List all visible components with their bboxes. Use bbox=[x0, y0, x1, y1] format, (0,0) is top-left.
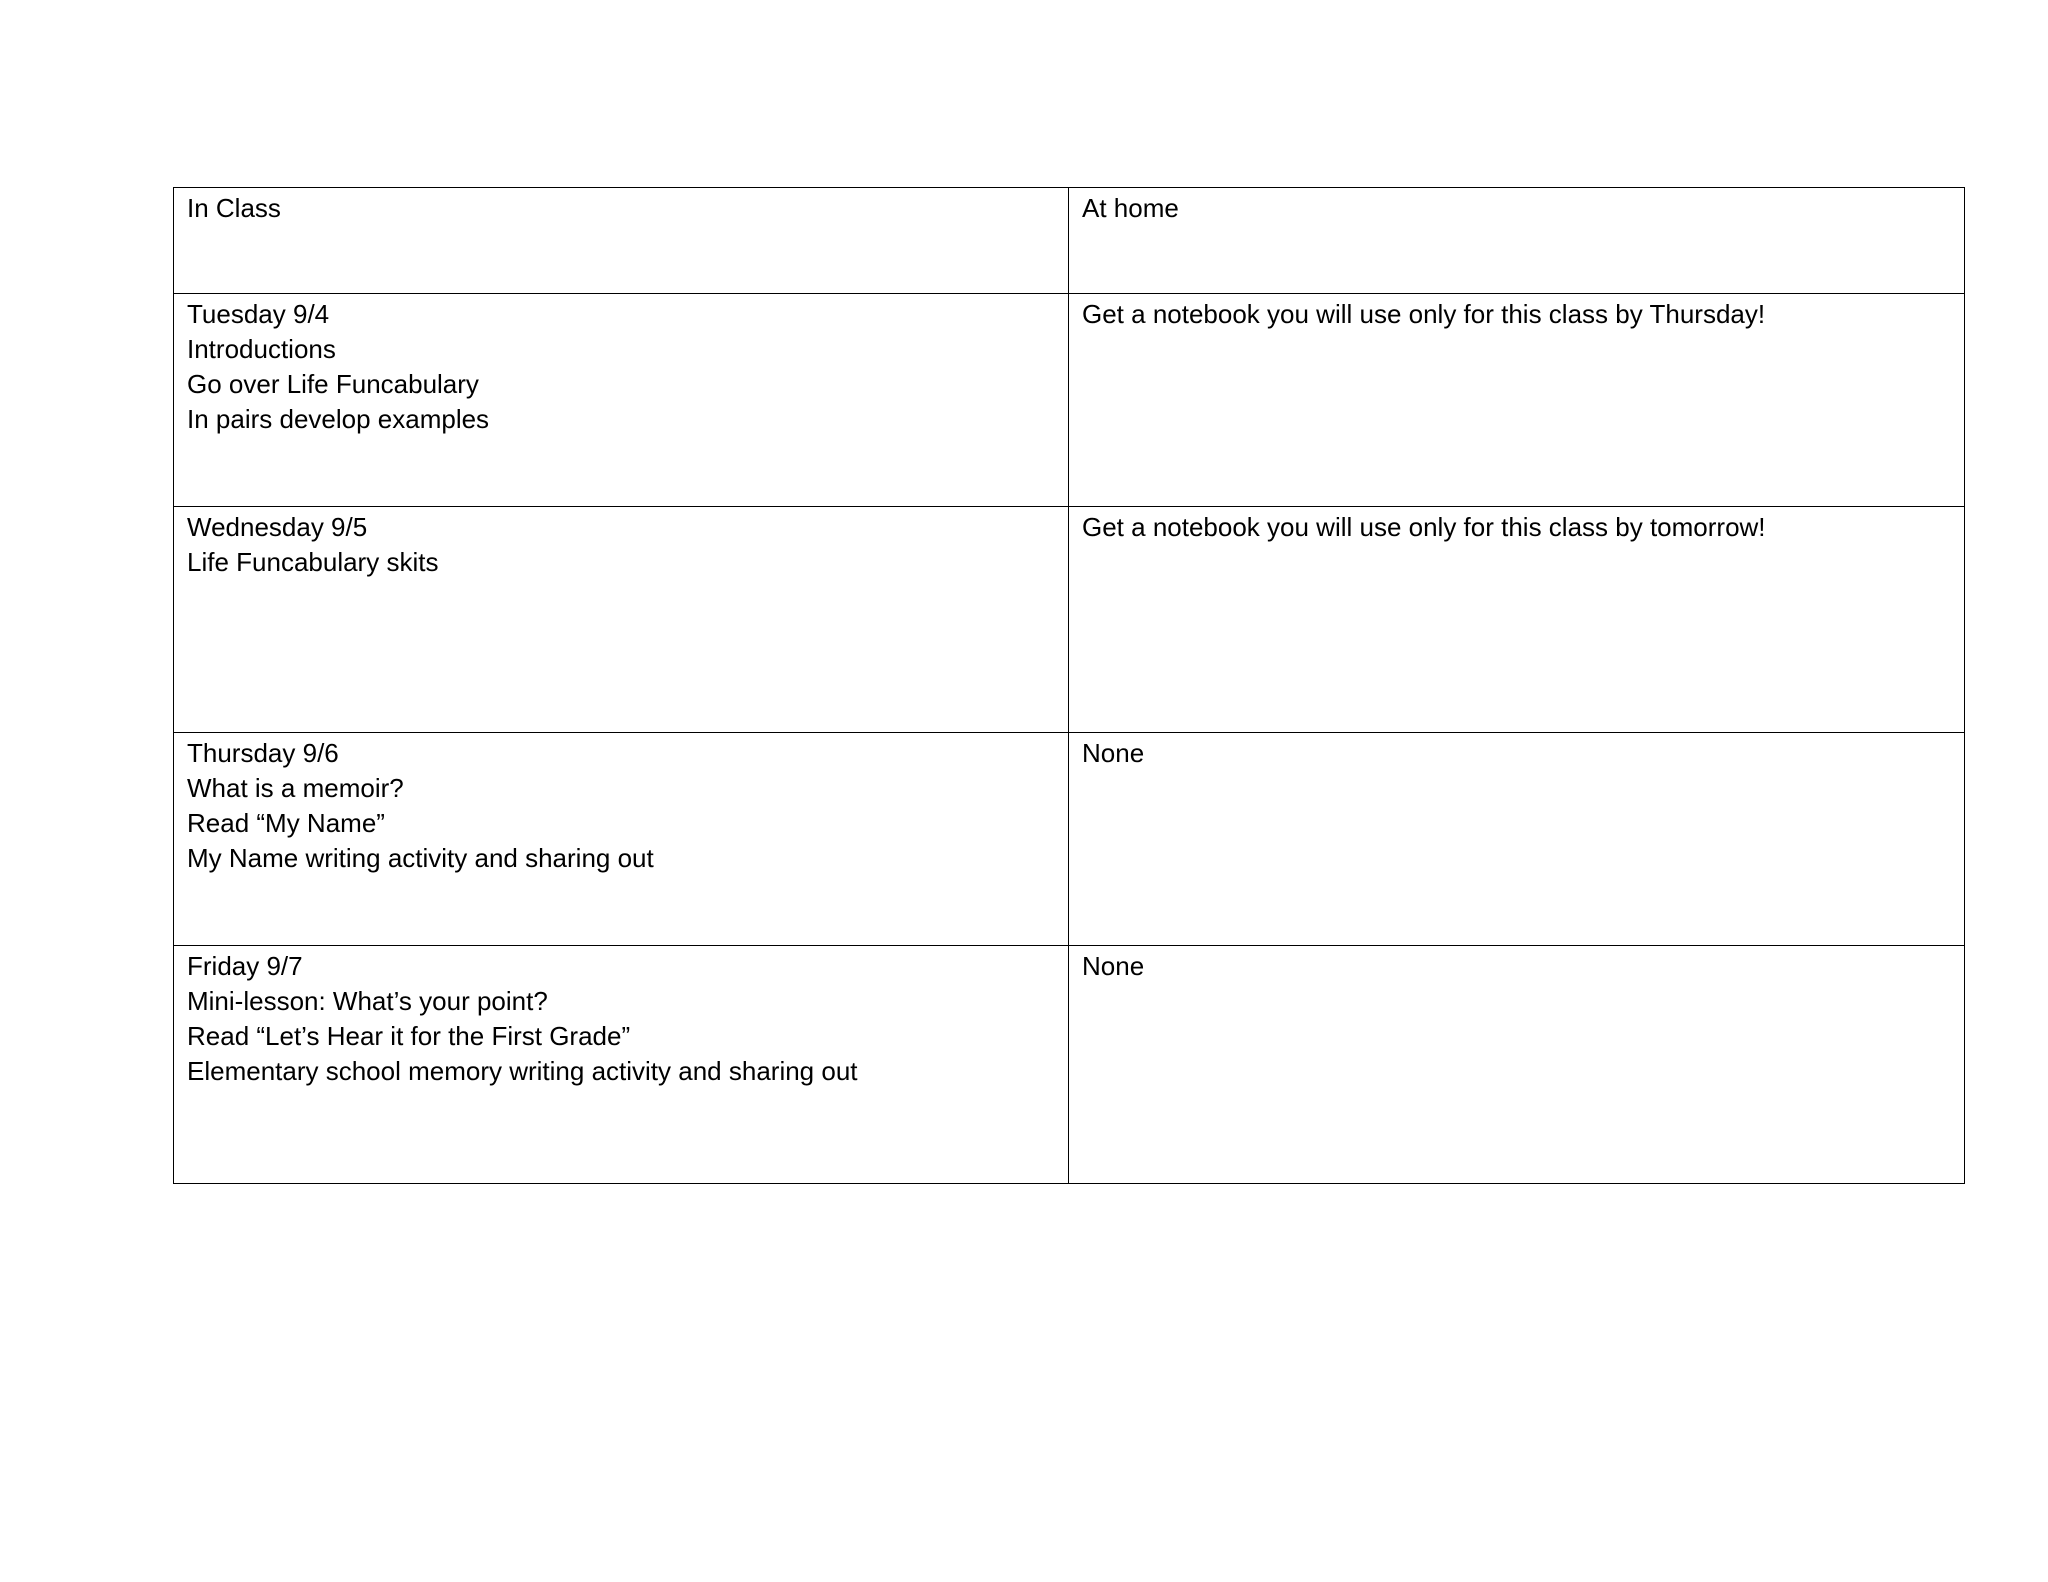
weekly-schedule-table bbox=[173, 187, 1965, 1184]
header-cell-in-class bbox=[174, 188, 1069, 294]
table-row bbox=[174, 507, 1965, 733]
header-label: In Class bbox=[187, 193, 281, 223]
day-label: Thursday 9/6 bbox=[187, 738, 339, 768]
table-row bbox=[174, 733, 1965, 946]
in-class-cell bbox=[174, 294, 1069, 507]
activity-line: Introductions bbox=[187, 334, 336, 364]
header-cell-at-home bbox=[1069, 188, 1965, 294]
table-row bbox=[174, 946, 1965, 1184]
homework-text: None bbox=[1082, 738, 1145, 768]
day-label: Wednesday 9/5 bbox=[187, 512, 368, 542]
activity-line: Mini-lesson: What’s your point? bbox=[187, 986, 548, 1016]
day-label: Tuesday 9/4 bbox=[187, 299, 330, 329]
activity-line: My Name writing activity and sharing out bbox=[187, 843, 654, 873]
homework-text: Get a notebook you will use only for this class by tomorrow! bbox=[1082, 512, 1766, 542]
table-header-row bbox=[174, 188, 1965, 294]
in-class-cell bbox=[174, 733, 1069, 946]
in-class-cell bbox=[174, 507, 1069, 733]
day-label: Friday 9/7 bbox=[187, 951, 303, 981]
in-class-cell bbox=[174, 946, 1069, 1184]
activity-line: What is a memoir? bbox=[187, 773, 404, 803]
table-row bbox=[174, 294, 1965, 507]
homework-text: Get a notebook you will use only for this class by Thursday! bbox=[1082, 299, 1766, 329]
activity-line: Life Funcabulary skits bbox=[187, 547, 439, 577]
activity-line: Elementary school memory writing activity and sharing out bbox=[187, 1056, 858, 1086]
at-home-cell bbox=[1069, 733, 1965, 946]
activity-line: Read “Let’s Hear it for the First Grade” bbox=[187, 1021, 631, 1051]
at-home-cell bbox=[1069, 507, 1965, 733]
activity-line: Go over Life Funcabulary bbox=[187, 369, 479, 399]
activity-line: In pairs develop examples bbox=[187, 404, 490, 434]
at-home-cell bbox=[1069, 294, 1965, 507]
header-label: At home bbox=[1082, 193, 1179, 223]
activity-line: Read “My Name” bbox=[187, 808, 385, 838]
homework-text: None bbox=[1082, 951, 1145, 981]
at-home-cell bbox=[1069, 946, 1965, 1184]
